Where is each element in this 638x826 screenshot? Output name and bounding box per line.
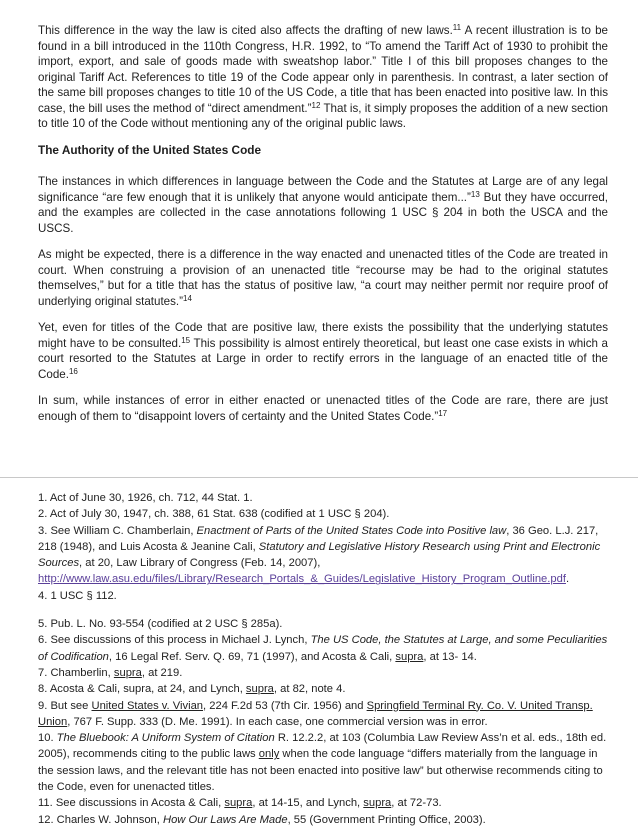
- footnote-ref-17[interactable]: 17: [438, 408, 448, 418]
- supra-link[interactable]: supra: [395, 650, 424, 663]
- paragraph-positive-law: Yet, even for titles of the Code that are positive law, there exists the possibility that the underlying statutes might have to be consulted.$^{15}$ This possibility is almost entirely theoretical, but least one case exists in which a court resorted to the Statutes at Large in order to rectify errors in the language of an enacted title of the Code.$^{16}$: [38, 321, 609, 381]
- footnote-ref-11[interactable]: 11: [452, 23, 462, 32]
- footnote-7: 7. Chamberlin, supra, at 219.: [38, 666, 183, 679]
- footnote-spacer: [38, 604, 610, 616]
- footnote-12: 12. Charles W. Johnson, How Our Laws Are Made, 55 (Government Printing Office, 2003).: [38, 813, 486, 826]
- footnote-4: 4. 1 USC § 112.: [38, 589, 117, 602]
- paragraph-summary: In sum, while instances of error in either enacted or unenacted titles of the Code are rare, there are just enough of them to “disappoint lovers of certainty and the United States Code.”$^{17}$: [38, 394, 608, 423]
- footnote-2: 2. Act of July 30, 1947, ch. 388, 61 Stat. 638 (codified at 1 USC § 204).: [38, 508, 390, 521]
- footnote-3: 3. See William C. Chamberlain, Enactment of Parts of the United States Code into Positive law, 36 Geo. L.J. 217, 218 (1948), and Luis Acosta & Jeanine Cali, Statutory and Legislative History Research using Print and Electronic Sources, at 20, Law Library of Congress (Feb. 14, 2007), http://www.law.asu.edu/files/Library/Research_Portals_&_Guides/Legislative_History_Program_Outline.pdf.: [38, 524, 601, 586]
- footnote-ref-13[interactable]: 13: [470, 189, 480, 199]
- footnote-10: 10. The Bluebook: A Uniform System of Citation R. 12.2.2, at 103 (Columbia Law Review Ass’n et al. eds., 18th ed. 2005), recommends citing to the public laws only when the code language “differs materially from the language in the session laws, and the relevant title has not been enacted into positive law” but otherwise recommends citing to the Code, even for unenacted titles.: [38, 732, 607, 794]
- footnote-ref-14[interactable]: 14: [183, 293, 192, 303]
- footnote-1: 1. Act of June 30, 1926, ch. 712, 44 Stat. 1.: [38, 492, 253, 504]
- paragraph-instances: The instances in which differences in language between the Code and the Statutes at Large are of any legal significance “are few enough that it is unlikely that anyone would anticipate them...”$^{13}$ But they have occurred, and the examples are collected in the case annotations following 1 USC § 204 in both the USCA and the USCS.: [38, 175, 608, 235]
- case-link-springfield[interactable]: Springfield Terminal Ry. Co. V. United Transp. Union: [38, 699, 593, 728]
- footnote-ref-12[interactable]: 12: [311, 100, 321, 110]
- supra-link[interactable]: supra: [224, 797, 253, 810]
- underlined-only: only: [258, 748, 280, 761]
- footnote-6: 6. See discussions of this process in Michael J. Lynch, The US Code, the Statutes at Large, and some Peculiarities of Codification, 16 Legal Ref. Serv. Q. 69, 71 (1997), and Acosta & Cali, supra, at 13- 14.: [38, 634, 608, 663]
- section-heading: The Authority of the United States Code: [38, 142, 262, 157]
- footnotes-section: [38, 490, 610, 826]
- paragraph-court-treatment: As might be expected, there is a difference in the way enacted and unenacted titles of the Code are treated in court. When construing a provision of an unenacted title “recourse may be had to the original statutes themselves,” but for a title that has the status of positive law, “a court may neither permit nor require proof of underlying original statutes.”$^{14}$: [38, 248, 608, 308]
- supra-link[interactable]: supra: [245, 683, 274, 696]
- footnote-11: 11. See discussions in Acosta & Cali, supra, at 14-15, and Lynch, supra, at 72-73.: [38, 797, 442, 810]
- supra-link[interactable]: supra: [113, 666, 142, 679]
- footnote-ref-16[interactable]: 16: [68, 366, 78, 376]
- body-text: [38, 23, 608, 435]
- footnote-divider: [0, 477, 638, 478]
- footnote-ref-15[interactable]: 15: [181, 335, 191, 345]
- footnote-8: 8. Acosta & Cali, supra, at 24, and Lynch, supra, at 82, note 4.: [38, 683, 346, 696]
- footnote-5: 5. Pub. L. No. 93-554 (codified at 2 USC § 285a).: [38, 618, 283, 631]
- supra-link[interactable]: supra: [363, 797, 392, 810]
- paragraph-drafting: This difference in the way the law is cited also affects the drafting of new laws.$^{11}$ A recent illustration is to be found in a bill introduced in the 110th Congress, H.R. 1992, to “To amend the Tariff Act of 1930 to prohibit the import, export, and sale of goods made with sweatshop labor.” Title I of this bill proposes changes to the original Tariff Act. References to title 19 of the Code appear only in parenthesis. In contrast, a later section of the same bill proposes changes to title 10 of the US Code, a title that has been enacted into positive law. In this case, the bill uses the method of “direct amendment.”$^{12}$ That is, it simply proposes the addition of a new section to title 10 of the Code without mentioning any of the original public laws.: [38, 23, 608, 130]
- case-link-vivian[interactable]: United States v. Vivian: [91, 699, 204, 712]
- footnote-9: 9. But see United States v. Vivian, 224 F.2d 53 (7th Cir. 1956) and Springfield Terminal Ry. Co. V. United Transp. Union, 767 F. Supp. 333 (D. Me. 1991). In each case, one commercial version was in error.: [38, 699, 593, 728]
- library-url-link[interactable]: http://www.law.asu.edu/files/Library/Research_Portals_&_Guides/Legislative_History_Program_Outline.pdf: [38, 573, 566, 586]
